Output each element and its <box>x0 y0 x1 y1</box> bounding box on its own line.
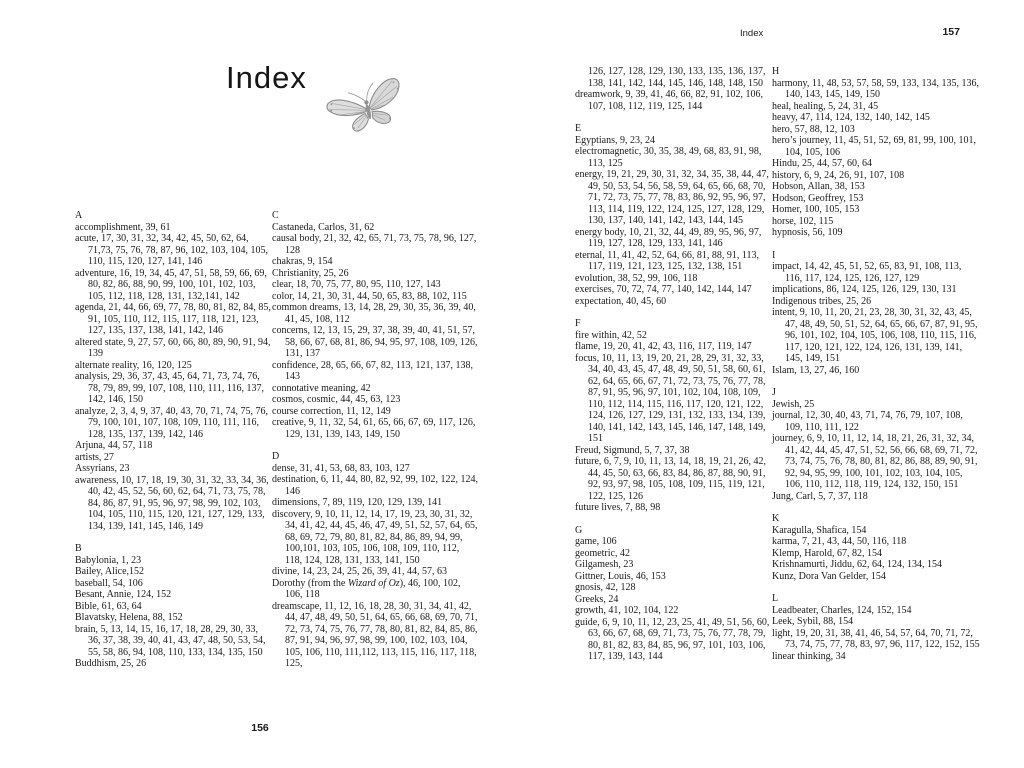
index-entry: Buddhism, 25, 26 <box>75 658 147 669</box>
index-entry: Greeks, 24 <box>575 593 619 605</box>
index-entry: focus, 10, 11, 13, 19, 20, 21, 28, 29, 31, 32, 33, 34, 40, 43, 45, 47, 48, 49, 50, 51, 58, 60, 61, 62, 64, 65, 66, 67, 71, 72, 73, 75, 76, 77, 78, 87, 91, 95, 96, 97, 101, 102, 104, 108, 109, 110, 112, 114, 115, 116, 117, 120, 121, 122, 124, 126, 127, 129, 131, 132, 133, 134, 139, 140, 141, 142, 143, 145, 146, 147, 148, 149, 151 <box>575 352 766 444</box>
index-entry: dreamwork, 9, 39, 41, 46, 66, 82, 91, 102, 106, 107, 108, 112, 119, 125, 144 <box>575 89 764 112</box>
index-entry: future, 6, 7, 9, 10, 11, 13, 14, 18, 19, 21, 26, 42, 44, 45, 50, 63, 66, 83, 84, 86, 87, 88, 90, 91, 92, 93, 97, 98, 105, 108, 109, 115, 119, 121, 122, 125, 126 <box>575 456 767 502</box>
index-entry: eternal, 11, 41, 42, 52, 64, 66, 81, 88, 91, 113, 117, 119, 121, 123, 125, 132, 138, 151 <box>575 249 759 272</box>
index-entry: journey, 6, 9, 10, 11, 12, 14, 18, 21, 26, 31, 32, 34, 41, 42, 44, 45, 47, 51, 52, 56, 66, 68, 69, 71, 72, 73, 74, 75, 76, 78, 80, 81, 82, 86, 88, 89, 90, 91, 92, 94, 95, 99, 100, 101, 102, 103, 104, 105, 106, 110, 112, 118, 119, 124, 132, 150, 151 <box>772 433 978 490</box>
index-entry: harmony, 11, 48, 53, 57, 58, 59, 133, 134, 135, 136, 140, 143, 145, 149, 150 <box>772 77 980 100</box>
index-entry: destination, 6, 11, 44, 80, 82, 92, 99, 102, 122, 124, 146 <box>272 474 479 497</box>
index-entry: future lives, 7, 88, 98 <box>575 502 661 513</box>
index-entry: hero, 57, 88, 12, 103 <box>772 123 855 135</box>
index-entry: Jung, Carl, 5, 7, 37, 118 <box>772 490 868 502</box>
index-entry: Hindu, 25, 44, 57, 60, 64 <box>772 158 872 169</box>
index-entry: common dreams, 13, 14, 28, 29, 30, 35, 36, 39, 40, 41, 45, 108, 112 <box>272 302 476 325</box>
index-entry: cosmos, cosmic, 44, 45, 63, 123 <box>272 394 401 405</box>
section-letter: I <box>772 249 776 261</box>
index-entry: discovery, 9, 10, 11, 12, 14, 17, 19, 23, 30, 31, 32, 34, 41, 42, 44, 45, 46, 47, 49, 51, 52, 57, 64, 65, 68, 69, 72, 79, 80, 81, 82, 84, 86, 89, 94, 99, 100,101, 103, 105, 106, 108, 109, 110, 112, 118, 124, 128, 131, 133, 141, 150 <box>272 508 478 566</box>
index-entry: energy, 19, 21, 29, 30, 31, 32, 34, 35, 38, 44, 47, 49, 50, 53, 54, 56, 58, 59, 64, 65, 66, 68, 70, 71, 72, 73, 75, 77, 78, 83, 86, 92, 95, 96, 97, 113, 114, 119, 122, 124, 125, 127, 128, 129, 130, 137, 140, 141, 142, 143, 144, 145 <box>575 169 769 226</box>
index-entry: divine, 14, 23, 24, 25, 26, 39, 41, 44, 57, 63 <box>272 566 447 577</box>
index-entry: Besant, Annie, 124, 152 <box>75 589 172 600</box>
index-entry: light, 19, 20, 31, 38, 41, 46, 54, 57, 64, 70, 71, 72, 73, 74, 75, 77, 78, 83, 97, 96, 117, 122, 152, 155 <box>772 627 980 650</box>
index-entry: Blavatsky, Helena, 88, 152 <box>75 612 183 623</box>
running-head-title: Index <box>740 28 764 39</box>
index-entry: journal, 12, 30, 40, 43, 71, 74, 76, 79, 107, 108, 109, 110, 111, 122 <box>772 410 963 433</box>
index-entry: causal body, 21, 32, 42, 65, 71, 73, 75, 78, 96, 127, 128 <box>272 233 477 256</box>
index-entry: color, 14, 21, 30, 31, 44, 50, 65, 83, 88, 102, 115 <box>272 290 467 302</box>
index-entry: creative, 9, 11, 32, 54, 61, 65, 66, 67, 69, 117, 126, 129, 131, 139, 143, 149, 150 <box>272 417 476 440</box>
index-entry: Hobson, Allan, 38, 153 <box>772 181 865 192</box>
index-entry: horse, 102, 115 <box>772 215 834 227</box>
index-entry: chakras, 9, 154 <box>272 256 333 267</box>
index-entry: adventure, 16, 19, 34, 45, 47, 51, 58, 59, 66, 69, 80, 82, 86, 88, 90, 99, 100, 101, 102, 103, 105, 112, 118, 128, 131, 132,141, 142 <box>75 267 267 302</box>
index-entry: Christianity, 25, 26 <box>272 267 349 279</box>
index-entry: clear, 18, 70, 75, 77, 80, 95, 110, 127, 143 <box>272 279 441 290</box>
index-entry: heavy, 47, 114, 124, 132, 140, 142, 145 <box>772 112 930 123</box>
index-entry: energy body, 10, 21, 32, 44, 49, 89, 95, 96, 97, 119, 127, 128, 129, 133, 141, 146 <box>575 226 762 249</box>
section-letter: D <box>272 451 280 462</box>
index-entry: heal, healing, 5, 24, 31, 45 <box>772 100 879 112</box>
index-entry: Assyrians, 23 <box>75 463 130 474</box>
section-letter: G <box>575 524 583 536</box>
index-entry: electromagnetic, 30, 35, 38, 49, 68, 83, 91, 98, 113, 125 <box>575 146 762 169</box>
butterfly-icon <box>322 74 414 144</box>
index-entry: Kunz, Dora Van Gelder, 154 <box>772 570 886 582</box>
index-entry: Egyptians, 9, 23, 24 <box>575 134 655 146</box>
index-entry: evolution, 38, 52, 99, 106, 118 <box>575 272 698 284</box>
index-entry: Dorothy (from the Wizard of Oz), 46, 100, 102, 106, 118 <box>272 577 461 600</box>
index-entry: alternate reality, 16, 120, 125 <box>75 359 192 371</box>
index-column-left-1 <box>75 210 271 670</box>
section-letter: H <box>772 66 780 77</box>
index-page-title: Index <box>226 60 307 95</box>
index-entry: confidence, 28, 65, 66, 67, 82, 113, 121, 137, 138, 143 <box>272 359 473 382</box>
index-entry: gnosis, 42, 128 <box>575 582 636 593</box>
index-entry: fire within, 42, 52 <box>575 329 647 341</box>
index-entry: awareness, 10, 17, 18, 19, 30, 31, 32, 33, 34, 36, 40, 42, 45, 52, 56, 60, 62, 64, 71, 73, 75, 78, 84, 86, 87, 91, 95, 96, 97, 98, 99, 102, 103, 104, 105, 110, 115, 120, 121, 127, 129, 133, 134, 139, 141, 145, 146, 149 <box>75 474 269 532</box>
index-entry: connotative meaning, 42 <box>272 382 371 394</box>
index-entry: growth, 41, 102, 104, 122 <box>575 605 679 616</box>
index-entry: dimensions, 7, 89, 119, 120, 129, 139, 141 <box>272 497 443 508</box>
index-entry: Karagulla, Shafica, 154 <box>772 524 867 536</box>
index-entry: Krishnamurti, Jiddu, 62, 64, 124, 134, 154 <box>772 559 942 570</box>
index-entry: hypnosis, 56, 109 <box>772 227 843 238</box>
page-number-156: 156 <box>251 722 269 734</box>
section-letter: A <box>75 210 83 221</box>
index-entry: Leadbeater, Charles, 124, 152, 154 <box>772 604 912 616</box>
index-entry: dreamscape, 11, 12, 16, 18, 28, 30, 31, 34, 41, 42, 44, 47, 48, 49, 50, 51, 64, 65, 66, 68, 69, 70, 71, 72, 73, 74, 75, 76, 77, 78, 80, 81, 82, 84, 85, 86, 87, 91, 94, 96, 97, 98, 99, 100, 102, 103, 104, 105, 106, 110, 111,112, 113, 115, 116, 117, 118, 125, <box>272 600 478 669</box>
index-entry: Jewish, 25 <box>772 398 815 410</box>
index-entry: expectation, 40, 45, 60 <box>575 295 667 307</box>
index-column-right-2 <box>772 66 980 662</box>
index-entry: exercises, 70, 72, 74, 77, 140, 142, 144, 147 <box>575 284 752 295</box>
index-entry: game, 106 <box>575 536 617 547</box>
section-letter: B <box>75 543 82 554</box>
index-entry: course correction, 11, 12, 149 <box>272 405 391 417</box>
index-entry: accomplishment, 39, 61 <box>75 221 171 233</box>
index-entry: concerns, 12, 13, 15, 29, 37, 38, 39, 40, 41, 51, 57, 58, 66, 67, 68, 81, 86, 94, 95, 97, 108, 109, 126, 131, 137 <box>272 325 478 359</box>
index-entry: baseball, 54, 106 <box>75 577 143 589</box>
section-letter: L <box>772 593 779 604</box>
index-entry: history, 6, 9, 24, 26, 91, 107, 108 <box>772 169 905 181</box>
index-entry: flame, 19, 20, 41, 42, 43, 116, 117, 119, 147 <box>575 341 752 352</box>
index-entry: Bailey, Alice,152 <box>75 566 145 577</box>
index-entry: agenda, 21, 44, 66, 69, 77, 78, 80, 81, 82, 84, 85, 91, 105, 110, 112, 115, 117, 118, 121, 123, 127, 135, 137, 138, 141, 142, 146 <box>75 302 271 336</box>
section-letter: F <box>575 318 581 329</box>
section-letter: C <box>272 210 279 221</box>
section-letter: J <box>772 387 776 398</box>
index-entry: Klemp, Harold, 67, 82, 154 <box>772 547 882 559</box>
index-column-right-1 <box>575 66 775 663</box>
index-entry: Gilgamesh, 23 <box>575 559 634 570</box>
index-entry: linear thinking, 34 <box>772 650 846 662</box>
index-entry: karma, 7, 21, 43, 44, 50, 116, 118 <box>772 536 907 547</box>
index-entry: Indigenous tribes, 25, 26 <box>772 295 872 307</box>
index-column-left-2 <box>272 210 478 670</box>
index-entry: intent, 9, 10, 11, 20, 21, 23, 28, 30, 31, 32, 43, 45, 47, 48, 49, 50, 51, 52, 64, 65, 66, 67, 87, 91, 95, 96, 101, 102, 104, 105, 106, 108, 110, 115, 116, 117, 120, 121, 122, 124, 126, 131, 139, 141, 145, 149, 151 <box>772 307 978 364</box>
section-letter: K <box>772 513 780 524</box>
index-entry: Islam, 13, 27, 46, 160 <box>772 364 860 376</box>
index-entry: dense, 31, 41, 53, 68, 83, 103, 127 <box>272 462 410 474</box>
index-entry: guide, 6, 9, 10, 11, 12, 23, 25, 41, 49, 51, 56, 60, 63, 66, 67, 68, 69, 71, 73, 75, 76, 77, 78, 79, 80, 81, 82, 83, 84, 85, 96, 97, 101, 103, 106, 117, 139, 143, 144 <box>575 616 770 662</box>
index-entry: acute, 17, 30, 31, 32, 34, 42, 45, 50, 62, 64, 71,73, 75, 76, 78, 87, 96, 102, 103, 104, 105, 110, 115, 120, 127, 141, 146 <box>75 233 268 267</box>
index-entry: Gittner, Louis, 46, 153 <box>575 570 666 582</box>
index-entry: analysis, 29, 36, 37, 43, 45, 64, 71, 73, 74, 76, 78, 79, 89, 99, 107, 108, 110, 111, 116, 137, 142, 146, 150 <box>75 371 265 405</box>
index-entry: hero’s journey, 11, 45, 51, 52, 69, 81, 99, 100, 101, 104, 105, 106 <box>772 135 976 158</box>
index-entry: Hodson, Geoffrey, 153 <box>772 192 864 204</box>
index-entry: implications, 86, 124, 125, 126, 129, 130, 131 <box>772 284 957 295</box>
index-entry: Leek, Sybil, 88, 154 <box>772 616 854 627</box>
index-entry: artists, 27 <box>75 451 114 463</box>
index-entry: Freud, Sigmund, 5, 7, 37, 38 <box>575 444 690 456</box>
index-entry: altered state, 9, 27, 57, 60, 66, 80, 89, 90, 91, 94, 139 <box>75 336 271 359</box>
index-entry: brain, 5, 13, 14, 15, 16, 17, 18, 28, 29, 30, 33, 36, 37, 38, 39, 40, 41, 43, 47, 48, 50, 53, 54, 55, 58, 86, 94, 108, 110, 133, 134, 135, 150 <box>75 623 266 658</box>
index-entry: Castaneda, Carlos, 31, 62 <box>272 221 375 233</box>
index-entry: Babylonia, 1, 23 <box>75 554 142 566</box>
index-entry-continuation: 126, 127, 128, 129, 130, 133, 135, 136, 137, 138, 141, 142, 144, 145, 146, 148, 148, 150 <box>588 66 766 89</box>
index-entry: Arjuna, 44, 57, 118 <box>75 440 153 451</box>
section-letter: E <box>575 123 582 134</box>
index-entry: Bible, 61, 63, 64 <box>75 600 142 612</box>
page-number-157: 157 <box>942 26 960 38</box>
index-entry: geometric, 42 <box>575 547 630 559</box>
index-entry: analyze, 2, 3, 4, 9, 37, 40, 43, 70, 71, 74, 75, 76, 79, 100, 101, 107, 108, 109, 110, 111, 116, 128, 135, 137, 139, 142, 146 <box>75 405 269 440</box>
index-entry: Homer, 100, 105, 153 <box>772 204 860 215</box>
index-entry: impact, 14, 42, 45, 51, 52, 65, 83, 91, 108, 113, 116, 117, 124, 125, 126, 127, 129 <box>772 261 962 284</box>
